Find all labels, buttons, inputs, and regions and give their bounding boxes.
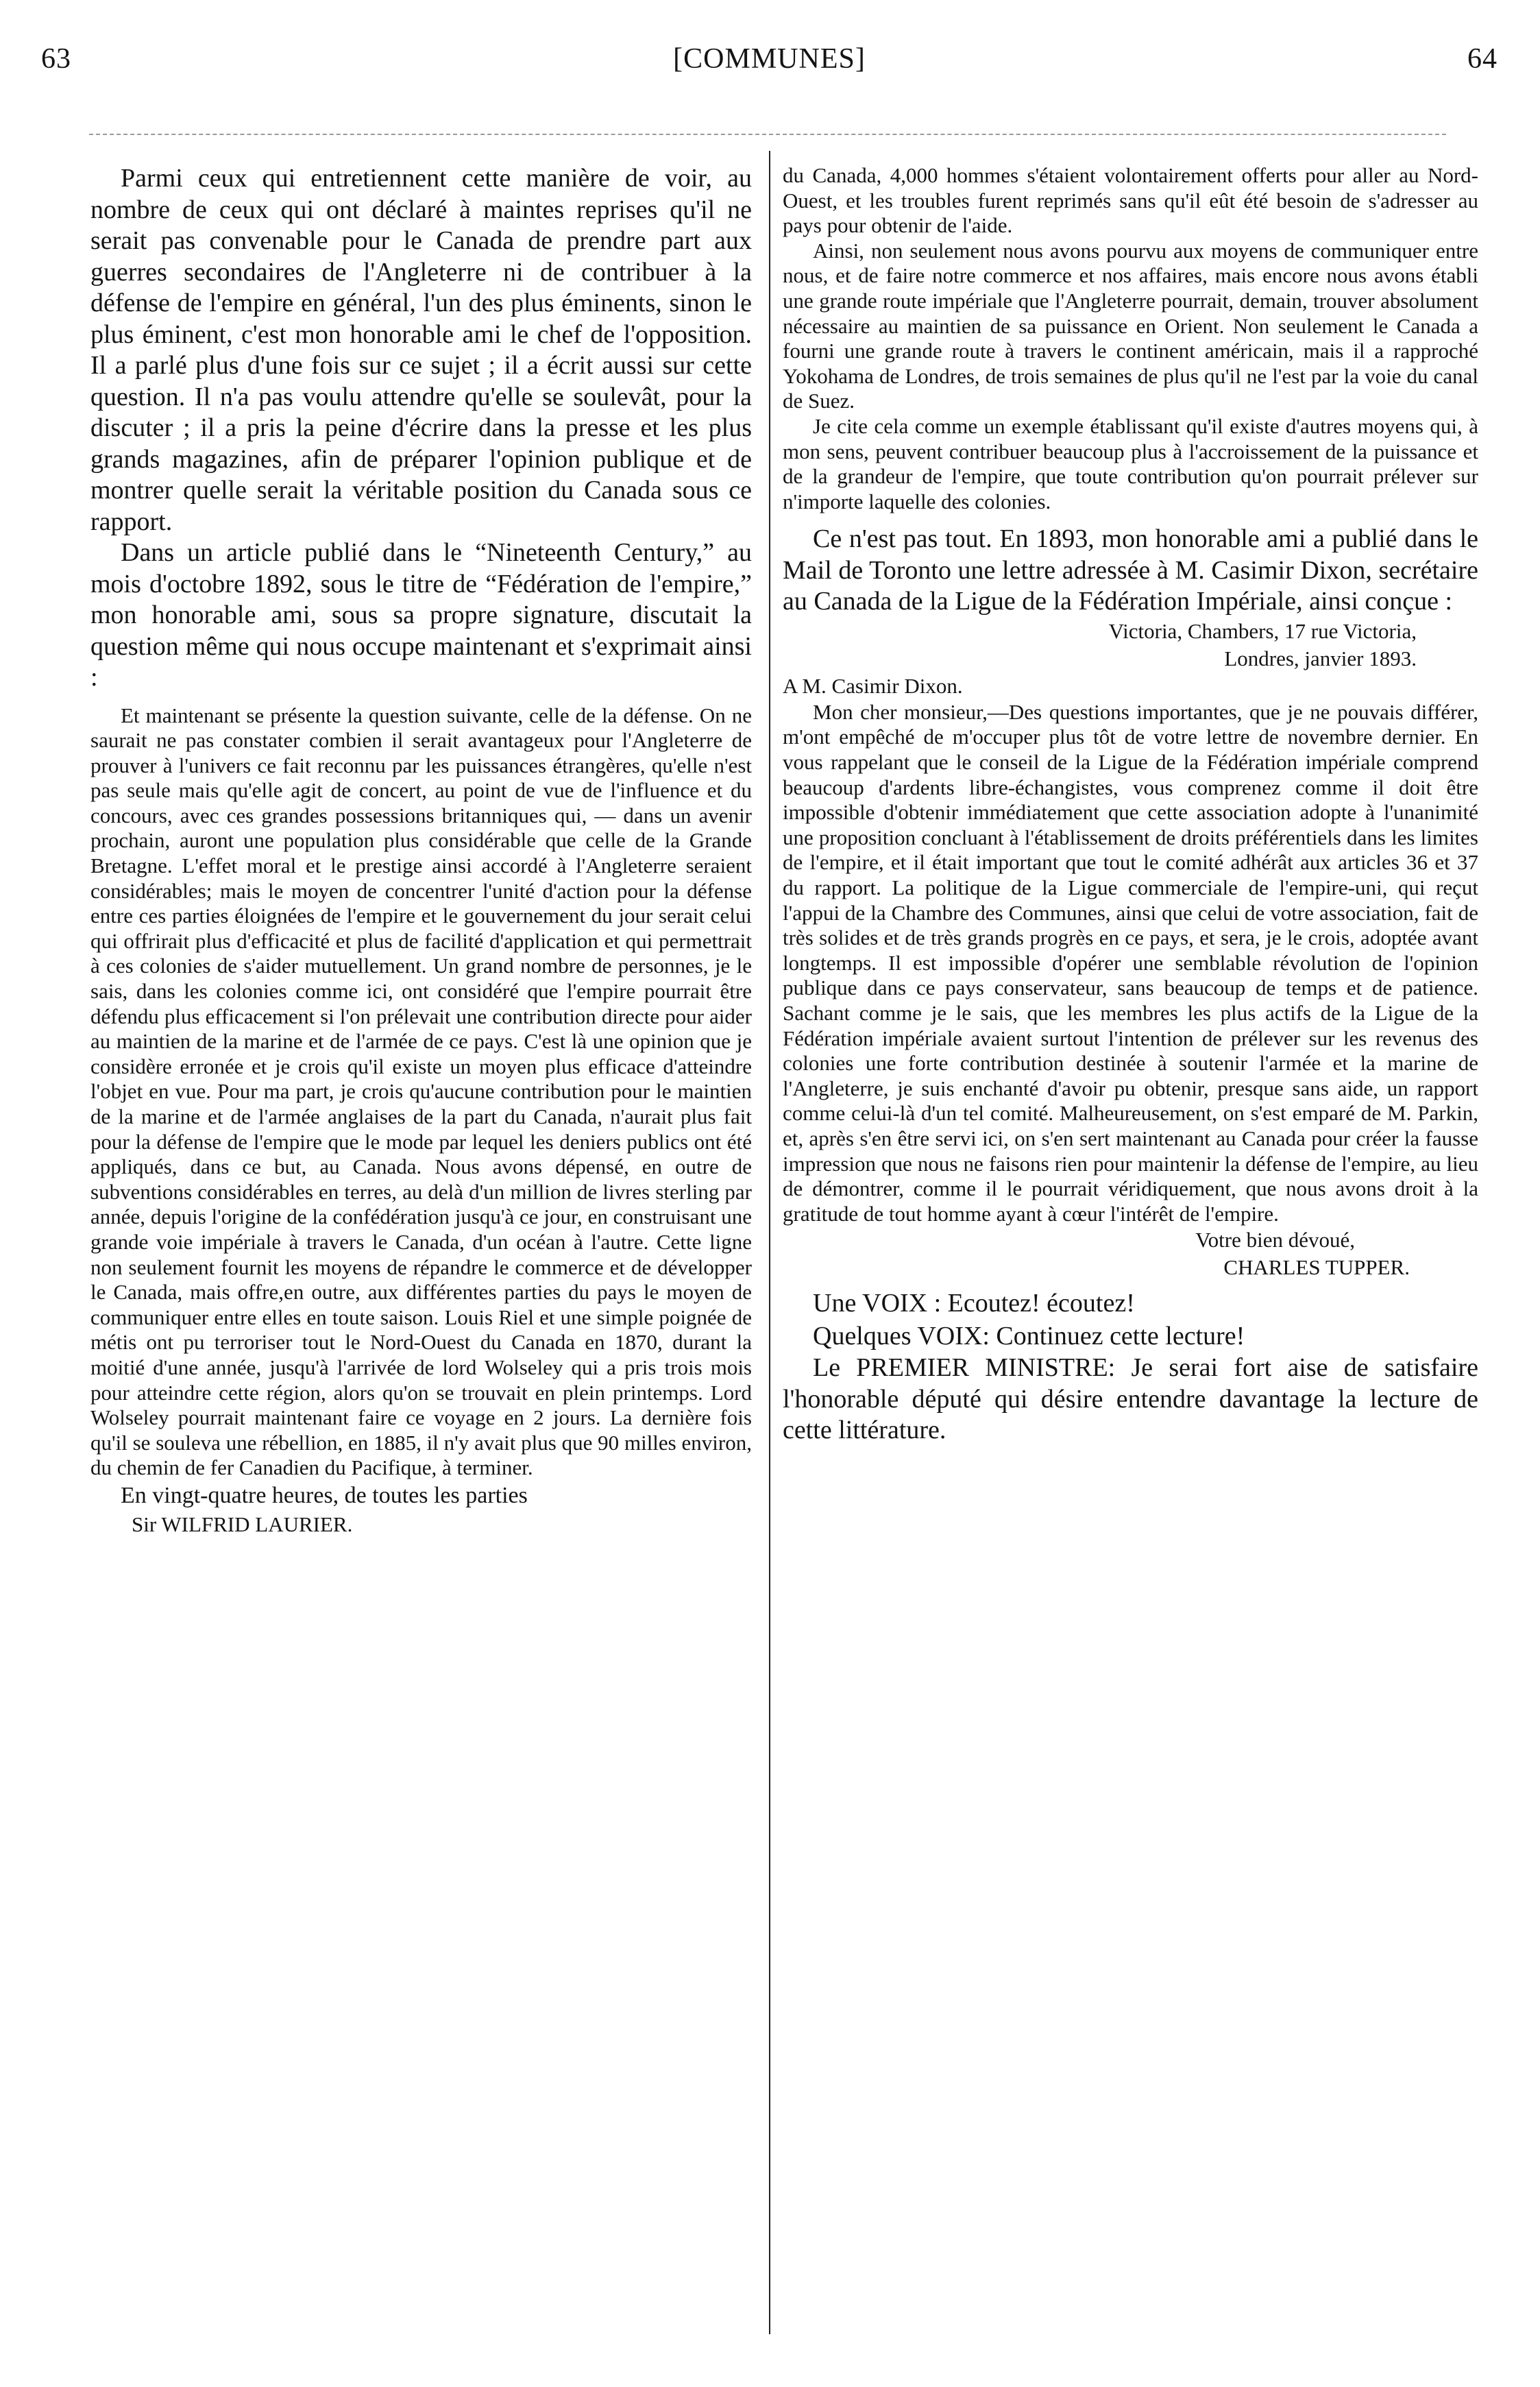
right-column bbox=[783, 163, 1478, 2357]
left-column bbox=[90, 163, 752, 2357]
letter-recipient: A M. Casimir Dixon. bbox=[783, 673, 963, 698]
speaker-text: Je serai fort aise de satisfaire l'honorable député qui désire entendre davantage la lecture de cette littérature. bbox=[783, 1353, 1478, 1445]
page-header bbox=[41, 43, 1498, 97]
paragraph: Ce n'est pas tout. En 1893, mon honorable ami a publié dans le Mail de Toronto une lettre adressée à M. Casimir Dixon, secrétaire au Canada de la Ligue de la Fédération Impériale, ainsi conçue : bbox=[783, 524, 1478, 616]
page-number-right: 64 bbox=[1467, 43, 1498, 75]
paragraph: Ainsi, non seulement nous avons pourvu aux moyens de communiquer entre nous, et de faire notre commerce et nos affaires, mais encore nous avons établi une grande route impériale que l'Angleterre pourrait, demain, trouver absolument nécessaire au maintien de sa puissance en Orient. Non seulement le Canada a fourni une grande route à travers le continent américain, mais il a rapproché Yokohama de Londres, de trois semaines de plus qu'il ne l'est par la voie du canal de Suez. bbox=[783, 238, 1478, 413]
header-rule bbox=[89, 134, 1446, 135]
page-number-left: 63 bbox=[41, 43, 71, 75]
letter-signature: CHARLES TUPPER. bbox=[1223, 1255, 1410, 1280]
paragraph: du Canada, 4,000 hommes s'étaient volontairement offerts pour aller au Nord-Ouest, et les troubles furent reprimés sans qu'il eût été besoin de s'adresser au pays pour obtenir de l'aide. bbox=[783, 163, 1478, 238]
speaker-label: Le PREMIER MINISTRE: bbox=[813, 1353, 1116, 1383]
letter-closing: Votre bien dévoué, bbox=[1195, 1228, 1355, 1252]
running-title: [COMMUNES] bbox=[673, 43, 866, 75]
paragraph: Dans un article publié dans le “Nineteenth Century,” au mois d'octobre 1892, sous le titre de “Fédération de l'empire,” mon honorable ami, sous sa propre signature, discutait la question même qui nous occupe maintenant et s'exprimait ainsi : bbox=[90, 538, 752, 692]
paragraph: Je cite cela comme un exemple établissant qu'il existe d'autres moyens qui, à mon sens, peuvent contribuer beaucoup plus à l'accroissement de la puissance et de la grandeur de l'empire, que toute contribution qu'on pourrait prélever sur n'importe laquelle des colonies. bbox=[783, 413, 1478, 513]
speaker-paragraph bbox=[783, 1353, 1478, 1446]
quoted-paragraph: Et maintenant se présente la question suivante, celle de la défense. On ne saurait ne pas constater combien il serait avantageux pour l'Angleterre de prouver à l'univers ce fait reconnu par les puissances étrangères, qu'elle n'est pas seule mais qu'elle agit de concert, au point de vue de l'influence et du concours, avec ces grandes possessions britanniques qui, — dans un avenir prochain, auront une population plus considérable que celle de la Grande Bretagne. L'effet moral et le prestige ainsi accordé à l'Angleterre seraient considérables; mais le moyen de concentrer l'unité d'action pour la défense entre ces parties éloignées de l'empire et le gouvernement du jour serait celui qui offrirait plus d'efficacité et plus de facilité d'application et qui permettrait à ces colonies de s'aider mutuellement. Un grand nombre de personnes, je le sais, dans les colonies comme ici, ont considéré que l'empire pourrait être défendu plus efficacement si l'on prélevait une contribution directe pour aider au maintien de la marine et de l'armée de ce pays. C'est là une opinion que je considère erronée et je crois qu'il existe un moyen plus efficace d'atteindre l'objet en vue. Pour ma part, je crois qu'aucune contribution pour le maintien de la marine et de l'armée anglaises de la part du Canada, n'aurait plus fait pour la défense de l'empire que le mode par lequel les deniers publics ont été appliqués, dans ce but, au Canada. Nous avons dépensé, en outre de subventions considérables en terres, au delà d'un million de livres sterling par année, depuis l'origine de la confédération jusqu'à ce jour, en construisant une grande voie impériale à travers le Canada, d'un océan à l'autre. Cette ligne non seulement fournit les moyens de répandre le commerce et de développer le Canada, mais offre,en outre, aux différentes parties du pays le moyen de communiquer entre elles en toute saison. Louis Riel et une simple poignée de métis ont pu terroriser tout le Nord-Ouest du Canada en 1870, durant la moitié d'une année, jusqu'à l'arrivée de lord Wolseley qui a pris trois mois pour atteindre cette région, alors qu'on se trouvait en plein printemps. Lord Wolseley pourrait maintenant faire ce voyage en 2 jours. La dernière fois qu'il se souleva une rébellion, en 1885, il n'y avait plus que 90 milles environ, du chemin de fer Canadien du Pacifique, à terminer. bbox=[90, 703, 752, 1480]
paragraph: En vingt-quatre heures, de toutes les parties bbox=[121, 1482, 528, 1508]
speaker-name: Sir WILFRID LAURIER. bbox=[132, 1512, 353, 1536]
column-divider bbox=[769, 151, 770, 2334]
letter-date: Londres, janvier 1893. bbox=[1224, 646, 1417, 670]
letter-address: Victoria, Chambers, 17 rue Victoria, bbox=[1108, 618, 1417, 643]
interjection: Quelques VOIX: Continuez cette lecture! bbox=[813, 1322, 1245, 1351]
letter-body: Mon cher monsieur,—Des questions importantes, que je ne pouvais différer, m'ont empêché de m'occuper plus tôt de votre lettre de novembre dernier. En vous rappelant que le conseil de la Ligue de la Fédération impériale comprend beaucoup d'ardents libre-échangistes, vous comprenez comme il doit être impossible d'obtenir immédiatement que cette association adopte à l'unanimité une proposition concluant à l'établissement de droits préférentiels dans les limites de l'empire, et il était important que tout le comité adhérât aux articles 36 et 37 du rapport. La politique de la Ligue commerciale de l'empire-uni, qui reçut l'appui de la Chambre des Communes, ainsi que celui de votre association, fait de très solides et de très grands progrès en ce pays, et sera, je le crois, adoptée avant longtemps. Il est impossible d'opérer une semblable révolution de l'opinion publique dans ce pays conservateur, sans beaucoup de temps et de patience. Sachant comme je le sais, que les membres les plus actifs de la Ligue de la Fédération impériale avaient surtout l'intention de prélever sur les revenus des colonies une forte contribution destinée à soutenir l'armée et la marine de l'Angleterre, je suis enchanté d'avoir pu obtenir, presque sans aide, un rapport comme celui-là d'un tel comité. Malheureusement, on s'est emparé de M. Parkin, et, après s'en être servi ici, on s'en sert maintenant au Canada pour créer la fausse impression que nous ne faisons rien pour maintenir la défense de l'empire, au lieu de démontrer, comme il le pourrait véridiquement, que nous avons droit à la gratitude de tout homme ayant à cœur l'intérêt de l'empire. bbox=[783, 699, 1478, 1226]
paragraph: Parmi ceux qui entretiennent cette manière de voir, au nombre de ceux qui ont déclaré à maintes reprises qu'il ne serait pas convenable pour le Canada de prendre part aux guerres secondaires de l'Angleterre ni de contribuer à la défense de l'empire en général, l'un des plus éminents, sinon le plus éminent, c'est mon honorable ami le chef de l'opposition. Il a parlé plus d'une fois sur ce sujet ; il a écrit aussi sur cette question. Il n'a pas voulu attendre qu'elle se soulevât, pour la discuter ; il a pris la peine d'écrire dans la presse et les plus grands magazines, afin de préparer l'opinion publique et de montrer quelle serait la véritable position du Canada sous ce rapport. bbox=[90, 164, 752, 536]
interjection: Une VOIX : Ecoutez! écoutez! bbox=[813, 1289, 1135, 1318]
